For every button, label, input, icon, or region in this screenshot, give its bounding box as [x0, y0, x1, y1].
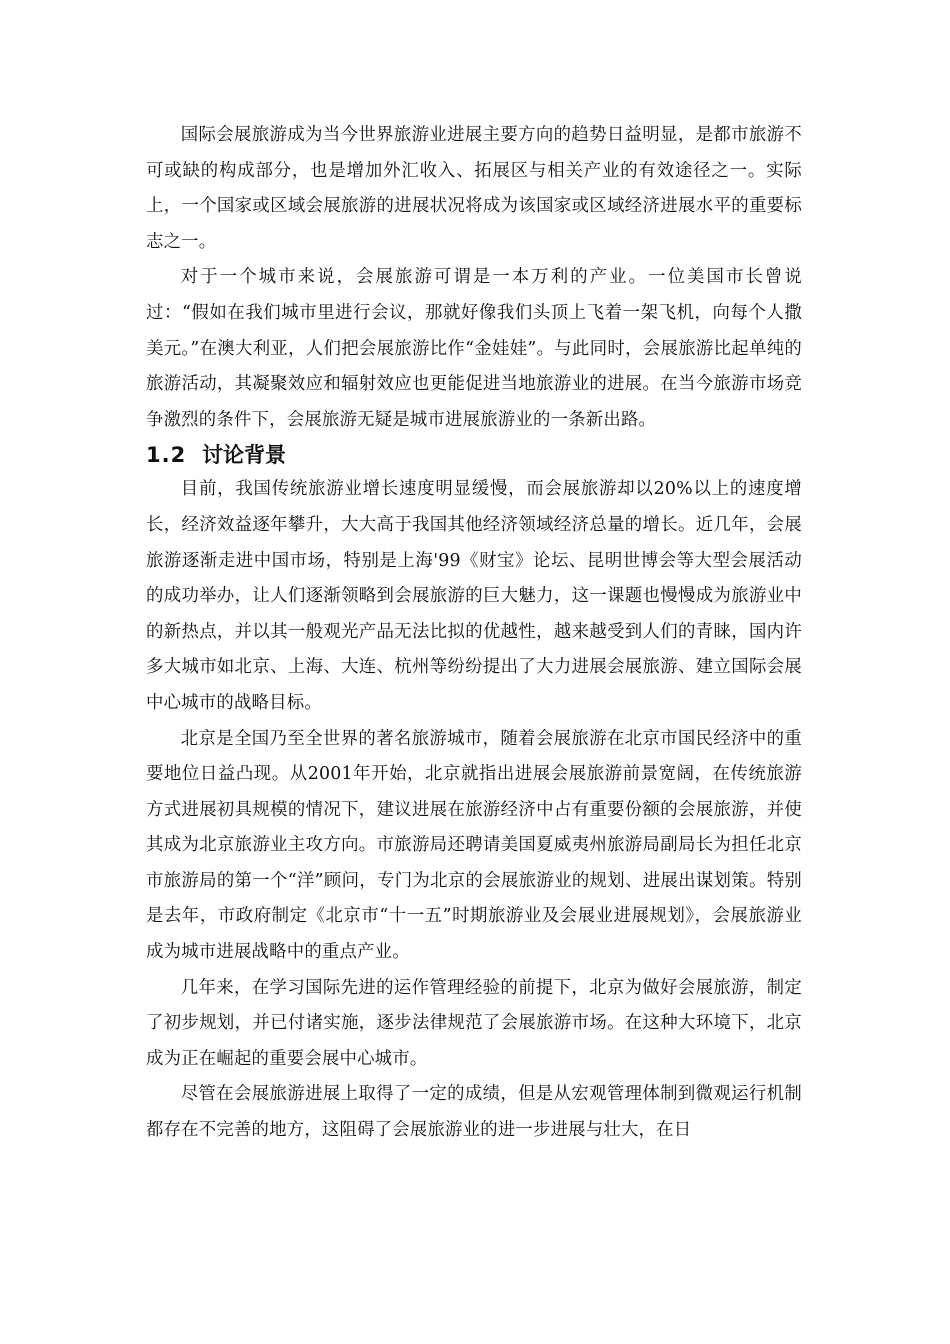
paragraph-current-growth: 目前，我国传统旅游业增长速度明显缓慢，而会展旅游却以20%以上的速度增长，经济效益逐年攀升，大大高于我国其他经济领域经济总量的增长。近几年，会展旅游逐渐走进中国市场，特别是上海'99《财宝》论坛、昆明世博会等大型会展活动的成功举办，让人们逐渐领略到会展旅游的巨大魅力，这一课题也慢慢成为旅游业中的新热点，并以其一般观光产品无法比拟的优越性，越来越受到人们的青睐，国内许多大城市如北京、上海、大连、杭州等纷纷提出了大力进展会展旅游、建立国际会展中心城市的战略目标。 — [146, 479, 802, 713]
section-title: 讨论背景 — [202, 443, 286, 468]
section-number: 1.2 — [146, 443, 187, 468]
paragraph-beijing-status: 北京是全国乃至全世界的著名旅游城市，随着会展旅游在北京市国民经济中的重要地位日益凸现。从2001年开始，北京就指出进展会展旅游前景宽阔，在传统旅游方式进展初具规模的情况下，建议进展在旅游经济中占有重要份额的会展旅游，并使其成为北京旅游业主攻方向。市旅游局还聘请美国夏威夷州旅游局副局长为担任北京市旅游局的第一个“洋”顾问，专门为北京的会展旅游业的规划、进展出谋划策。特别是去年，市政府制定《北京市“十一五”时期旅游业及会展业进展规划》，会展旅游业成为城市进展战略中的重点产业。 — [146, 728, 802, 963]
document-body — [146, 118, 802, 1149]
paragraph-international-exhibition-tourism: 国际会展旅游成为当今世界旅游业进展主要方向的趋势日益明显，是都市旅游不可或缺的构成部分，也是增加外汇收入、拓展区与相关产业的有效途径之一。实际上，一个国家或区域会展旅游的进展状况将成为该国家或区域经济进展水平的重要标志之一。 — [146, 125, 802, 252]
paragraph-beijing-planning: 几年来，在学习国际先进的运作管理经验的前提下，北京为做好会展旅游，制定了初步规划，并已付诸实施，逐步法律规范了会展旅游市场。在这种大环境下，北京成为正在崛起的重要会展中心城市。 — [146, 977, 802, 1069]
paragraph-city-benefits: 对于一个城市来说，会展旅游可谓是一本万利的产业。一位美国市长曾说过：“假如在我们城市里进行会议，那就好像我们头顶上飞着一架飞机，向每个人撒美元。”在澳大利亚，人们把会展旅游比作“金娃娃”。与此同时，会展旅游比起单纯的旅游活动，其凝聚效应和辐射效应也更能促进当地旅游业的进展。在当今旅游市场竞争激烈的条件下，会展旅游无疑是城市进展旅游业的一条新出路。 — [146, 267, 802, 430]
paragraph-remaining-issues: 尽管在会展旅游进展上取得了一定的成绩，但是从宏观管理体制到微观运行机制都存在不完善的地方，这阻碍了会展旅游业的进一步进展与壮大，在日 — [146, 1084, 802, 1141]
section-heading — [146, 438, 802, 472]
